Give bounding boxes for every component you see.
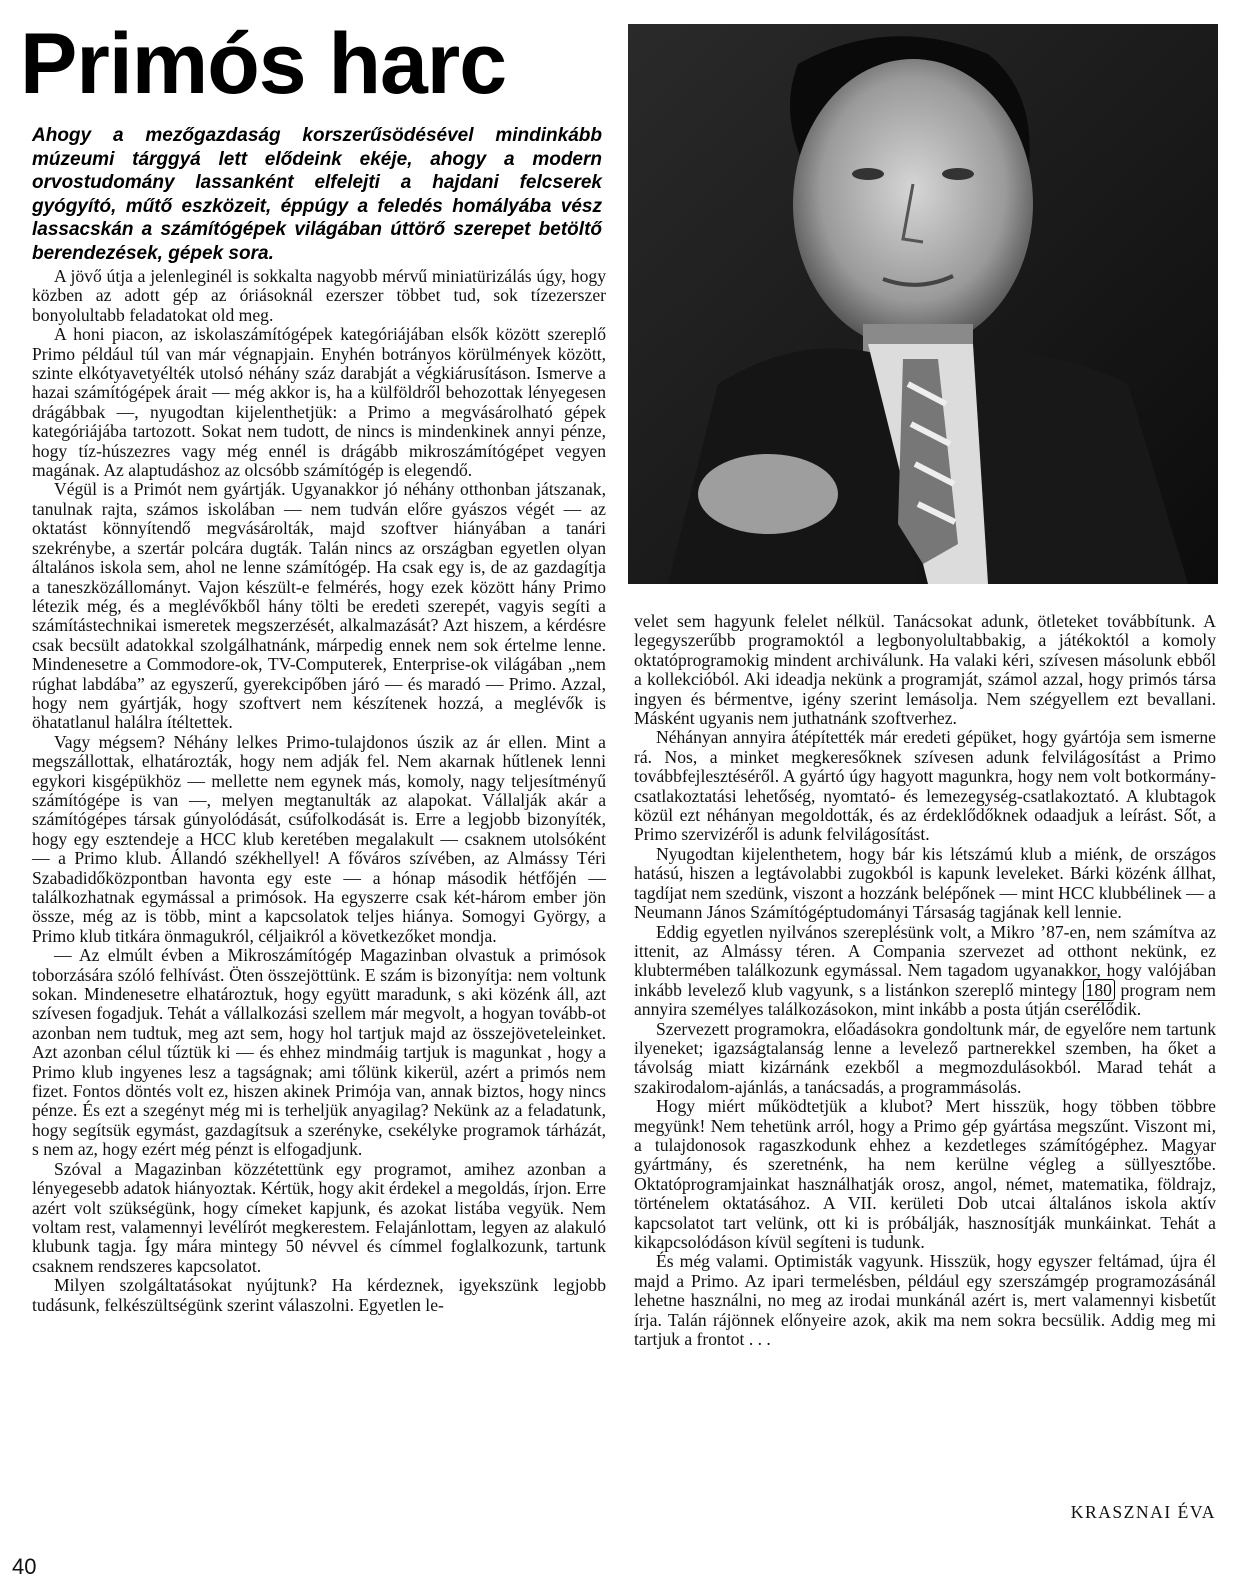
body-paragraph: — Az elmúlt évben a Mikroszámítógép Magazinban olvastuk a primósok toborzására szóló felhívást. Öten összejöttünk. E szám is bizonyítja: nem voltunk sokan. Mindenesetre elhatároztuk, hogy együtt maradunk, s aki közénk áll, azt szívesen fogadjuk. Tehát a vállalkozási szellem már megvolt, a hogyan tovább-ot azonban nem tudtuk, meg azt sem, hogy hol tartjuk majd az összejöveteleinket. Azt azonban célul tűztük ki — és ehhez mindmáig tartjuk is magunkat , hogy a Primo klub ingyenes lesz a tagságnak; ami tőlünk kikerül, azért a primós nem fizet. Fontos döntés volt ez, hiszen akinek Primója van, annak biztos, hogy nincs pénze. És ezt a szegényt még mi is terheljük anyagilag? Nekünk az a feladatunk, hogy segítsük egymást, gazdagítsuk a szerényke, csekélyke programok tárházát, s nem az, hogy ezért még pénzt is elfogadjunk. <box>32 945 606 1160</box>
portrait-photo <box>628 24 1218 584</box>
body-paragraph: Szóval a Magazinban közzétettünk egy programot, amihez azonban a lényegesebb adatok hiányoztak. Kértük, hogy akit érdekel a megoldás, írjon. Erre azért volt szükségünk, hogy címeket kapjunk, és azokat listába vegyük. Nem voltam rest, valamennyi levélírót megkerestem. Felajánlottam, legyen az alakuló klubunk tagja. Így mára mintegy 50 névvel és címmel foglalkozunk, tartunk csaknem rendszeres kapcsolatot. <box>32 1158 606 1276</box>
body-paragraph: Milyen szolgáltatásokat nyújtunk? Ha kérdeznek, igyekszünk legjobb tudásunk, felkészültségünk szerint válaszolni. Egyetlen le- <box>32 1275 606 1315</box>
article-column-right <box>634 612 1216 1349</box>
article-title: Primós harc <box>20 16 507 112</box>
body-paragraph: Végül is a Primót nem gyártják. Ugyanakkor jó néhány otthonban játszanak, tanulnak rajta, számos iskolában — nem tudván előre gyászos végét — az oktatást könnyítendő megvásárolták, majd szoftver hiányában a tanári szekrénybe, a szertár polcára dugták. Talán nincs az országban egyetlen olyan általános iskola sem, ahol ne lenne számítógép. Ha csak egy is, de az gazdagítja a taneszközállományt. Vajon készült-e felmérés, hogy ezek között hány Primo létezik még, és a meglévőkből hány tölti be eredeti szerepét, vagyis segíti a számítástechnikai ismeretek megszerzését, alkalmazását? Azt hiszem, a kérdésre csak becsült adatokkal szolgálhatnánk, márpedig ennek nem sok értelme lenne. Mindenesetre a Commodore-ok, TV-Computerek, Enterprise-ok világában „nem rúghat labdába” az egyszerű, gyerekcipőben járó — és maradó — Primo. Azzal, hogy nem gyártják, hogy szoftvert nem készítenek hozzá, a meglévők is öhatatlanul halálra ítéltettek. <box>32 479 606 733</box>
article-lead: Ahogy a mezőgazdaság korszerűsödésével mindinkább múzeumi tárggyá lett elődeink ekéje, ahogy a modern orvostudomány lassanként elfelejti a hajdani felcserek gyógyító, műtő eszközeit, éppúgy a feledés homályába vész lassacskán a számítógépek világában úttörő szerepet betöltő berendezések, gépek sora. <box>32 125 602 264</box>
author-byline: KRASZNAI ÉVA <box>1070 1502 1216 1522</box>
body-paragraph: És még valami. Optimisták vagyunk. Hisszük, hogy egyszer feltámad, újra él majd a Primo. Az ipari termelésben, például egy szerszámgép programozásánál lehetne használni, no meg az irodai munkánál azért is, mert valamennyi kisbetűt írja. Talán rájönnek előnyeire azok, akik ma nem sokra becsülik. Addig meg mi tartjuk a frontot . . . <box>634 1251 1216 1350</box>
article-column-left <box>32 267 606 1315</box>
body-paragraph: Szervezett programokra, előadásokra gondoltunk már, de egyelőre nem tartunk ilyeneket; igazságtalanság lenne a levelező partnerekkel szemben, ha őket a távolság miatt kizárnánk ezekből a megmozdulásokból. Marad tehát a szakirodalom-ajánlás, a tanácsadás, a programmásolás. <box>634 1018 1216 1097</box>
body-paragraph <box>634 923 1216 1020</box>
paragraph-text: program nem annyira személyes találkozásokon, mint inkább a posta útján cserélődik. <box>634 979 1216 1020</box>
body-paragraph: A jövő útja a jelenleginél is sokkalta nagyobb mérvű miniatürizálás úgy, hogy közben az adott gép az óriásoknál ezerszer többet tud, sok tízezerszer bonyolultabb feladatokat old meg. <box>32 266 606 325</box>
page-number: 40 <box>12 1554 37 1579</box>
program-count: 180 <box>1083 979 1115 1001</box>
body-paragraph: A honi piacon, az iskolaszámítógépek kategóriájában elsők között szereplő Primo például túl van már végnapjain. Enyhén botrányos körülmények között, szinte elkótyavetyélték utolsó néhány száz darabját a végkiárusításon. Ismerve a hazai számítógépek árait — még akkor is, ha a külföldről behozottak lényegesen drágábbak —, nyugodtan kijelenthetjük: a Primo a megvásárolható gépek kategóriájába tartozott. Sokat nem tudott, de nincs is mindenkinek annyi pénze, hogy tíz-húszezres vagy még ennél is drágább mikroszámítógépet vegyen magának. Az alaptudáshoz az olcsóbb számítógép is elegendő. <box>32 324 606 481</box>
body-paragraph: Néhányan annyira átépítették már eredeti gépüket, hogy gyártója sem ismerne rá. Nos, a minket megkeresőknek szívesen adunk felvilágosítást a Primo továbbfejlesztéséről. A gyártó úgy hagyott magunkra, hogy nem volt botkormány-csatlakoztatási lehetőség, nyomtató- és lemezegység-csatlakoztató. A klubtagok közül ezt néhányan megoldották, és az érdeklődőknek odaadjuk a leírást. Sőt, a Primo szervizéről is adunk felvilágosítást. <box>634 727 1216 845</box>
body-paragraph: Hogy miért működtetjük a klubot? Mert hisszük, hogy többen többre megyünk! Nem tehetünk arról, hogy a Primo gép gyártása megszűnt. Viszont mi, a tulajdonosok ragaszkodunk ehhez a kezdetleges számítógéphez. Magyar gyártmány, és szeretnénk, ha nem kerülne végleg a süllyesztőbe. Oktatóprogramjainkat használhatják orosz, angol, német, matematika, földrajz, történelem oktatásához. A VII. kerületi Dob utcai általános iskola aktív kapcsolatot tart velünk, ott ki is próbálják, hasznosítják munkáinkat. Tehát a kikapcsolódáson kívül segíteni is tudunk. <box>634 1096 1216 1252</box>
body-paragraph: Vagy mégsem? Néhány lelkes Primo-tulajdonos úszik az ár ellen. Mint a megszállottak, elhatározták, hogy nem adják fel. Nem akarnak hűtlenek lenni egykori kisgépükhöz — mellette nem egynek más, komoly, nagy teljesítményű számítógépe is van —, melyen megtanulták az alapokat. Vállalják akár a számítógépes társak gúnyolódását, csúfolkodását is. Erre a legjobb bizonyíték, hogy egy esztendeje a HCC klub keretében megalakult — csaknem utolsóként — a Primo klub. Állandó székhellyel! A főváros szívében, az Almássy Téri Szabadidőközpontban havonta egy este — a hónap második hétfőjén — találkozhatnak egymással a primósok. Ha egyszerre csak két-három ember jön össze, még az is több, mint a kapcsolatok teljes hiánya. Somogyi György, a Primo klub titkára önmagukról, céljaikról a következőket mondja. <box>32 731 606 946</box>
body-paragraph: Nyugodtan kijelenthetem, hogy bár kis létszámú klub a miénk, de országos hatású, hiszen a legtávolabbi zugokból is kapunk leveleket. Bárki közénk állhat, tagdíjat nem szedünk, viszont a hozzánk belépőnek — mint HCC klubbélinek — a Neumann János Számítógéptudományi Társaság tagjának kell lennie. <box>634 843 1216 923</box>
body-paragraph: velet sem hagyunk felelet nélkül. Tanácsokat adunk, ötleteket továbbítunk. A legegyszerűbb programoktól a legbonyolultabbakig, a játékoktól a komoly oktatóprogramokig mindent archiválunk. Ha valaki kéri, szívesen másolunk ebből a kollekcióból. Aki ideadja nekünk a programját, számol azzal, hogy primós társa ingyen és bérmentve, igény szerint lemásolja. Nem szégyellem ezt bevallani. Másként ugyanis nem juthatnánk szoftverhez. <box>634 611 1216 729</box>
paragraph-text: Eddig egyetlen nyilvános szereplésünk volt, a Mikro ’87-en, nem számítva az ittenit, az Almássy téren. A Compania szervezet ad otthont nekünk, ez klubtermében találkozunk egymással. Nem tagadom ugyanakkor, hogy valójában inkább levelező klub vagyunk, s a listánkon szereplő mintegy <box>634 921 1216 1000</box>
